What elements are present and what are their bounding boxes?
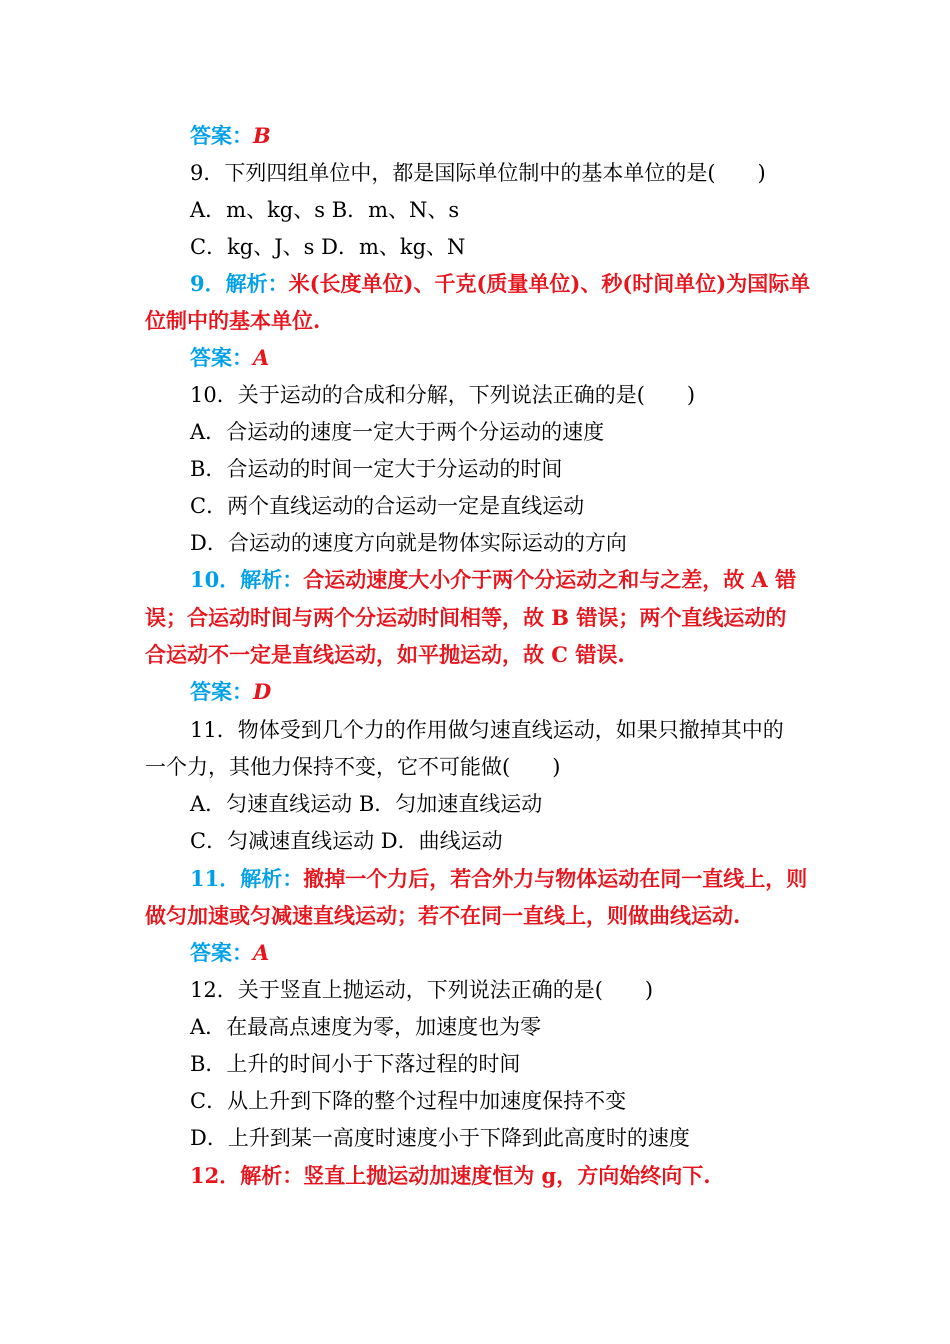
answer-value: A xyxy=(253,345,270,370)
answer-line xyxy=(190,678,810,708)
answer-label: 答案： xyxy=(190,679,253,704)
explanation-9-line-2: 位制中的基本单位. xyxy=(145,308,321,333)
question-10-option-b: B．合运动的时间一定大于分运动的时间 xyxy=(190,457,563,481)
explanation-10-line-3: 合运动不一定是直线运动，如平抛运动，故 C 错误. xyxy=(145,642,625,667)
question-12-option-c: C．从上升到下降的整个过程中加速度保持不变 xyxy=(190,1089,627,1113)
explanation-12-line-1 xyxy=(190,1162,810,1192)
answer-label: 答案： xyxy=(190,940,253,965)
question-9-options-cd: C．kg、J、s D．m、kg、N xyxy=(190,235,466,259)
question-9-options-ab: A．m、kg、s B．m、N、s xyxy=(190,198,460,222)
explanation-9-line-1 xyxy=(190,270,810,300)
question-12-option-b: B．上升的时间小于下落过程的时间 xyxy=(190,1052,521,1076)
explanation-label: 12．解析： xyxy=(190,1163,304,1188)
question-11-stem-line-2: 一个力，其他力保持不变，它不可能做( ) xyxy=(145,755,561,779)
question-9-stem: 9．下列四组单位中，都是国际单位制中的基本单位的是( ) xyxy=(190,161,766,185)
question-11-options-ab: A．匀速直线运动 B．匀加速直线运动 xyxy=(190,792,543,816)
explanation-text: 竖直上抛运动加速度恒为 g，方向始终向下. xyxy=(303,1163,711,1188)
answer-label: 答案： xyxy=(190,123,253,148)
explanation-text: 米(长度单位)、千克(质量单位)、秒(时间单位)为国际单 xyxy=(288,271,811,296)
explanation-label: 9．解析： xyxy=(190,271,289,296)
explanation-label: 11．解析： xyxy=(190,866,304,891)
explanation-11-line-2: 做匀加速或匀减速直线运动；若不在同一直线上，则做曲线运动. xyxy=(145,903,741,928)
answer-value: D xyxy=(253,679,272,704)
question-10-option-d: D．合运动的速度方向就是物体实际运动的方向 xyxy=(190,531,627,555)
answer-value: B xyxy=(253,123,271,148)
answer-value: A xyxy=(253,940,270,965)
explanation-text: 合运动速度大小介于两个分运动之和与之差，故 A 错 xyxy=(303,567,797,592)
explanation-label: 10．解析： xyxy=(190,567,304,592)
question-12-option-a: A．在最高点速度为零，加速度也为零 xyxy=(190,1015,542,1039)
answer-label: 答案： xyxy=(190,345,253,370)
question-10-option-c: C．两个直线运动的合运动一定是直线运动 xyxy=(190,494,585,518)
question-11-options-cd: C．匀减速直线运动 D．曲线运动 xyxy=(190,829,503,853)
question-11-stem-line-1: 11．物体受到几个力的作用做匀速直线运动，如果只撤掉其中的 xyxy=(190,718,784,742)
question-10-stem: 10．关于运动的合成和分解，下列说法正确的是( ) xyxy=(190,383,696,407)
question-10-option-a: A．合运动的速度一定大于两个分运动的速度 xyxy=(190,420,605,444)
answer-line xyxy=(190,939,810,969)
answer-line xyxy=(190,344,810,374)
explanation-10-line-2: 误；合运动时间与两个分运动时间相等，故 B 错误；两个直线运动的 xyxy=(145,605,787,630)
explanation-10-line-1 xyxy=(190,566,810,596)
explanation-text: 撤掉一个力后，若合外力与物体运动在同一直线上，则 xyxy=(303,866,808,891)
question-12-stem: 12．关于竖直上抛运动，下列说法正确的是( ) xyxy=(190,978,654,1002)
answer-line xyxy=(190,122,810,152)
question-12-option-d: D．上升到某一高度时速度小于下降到此高度时的速度 xyxy=(190,1126,690,1150)
explanation-11-line-1 xyxy=(190,865,810,895)
